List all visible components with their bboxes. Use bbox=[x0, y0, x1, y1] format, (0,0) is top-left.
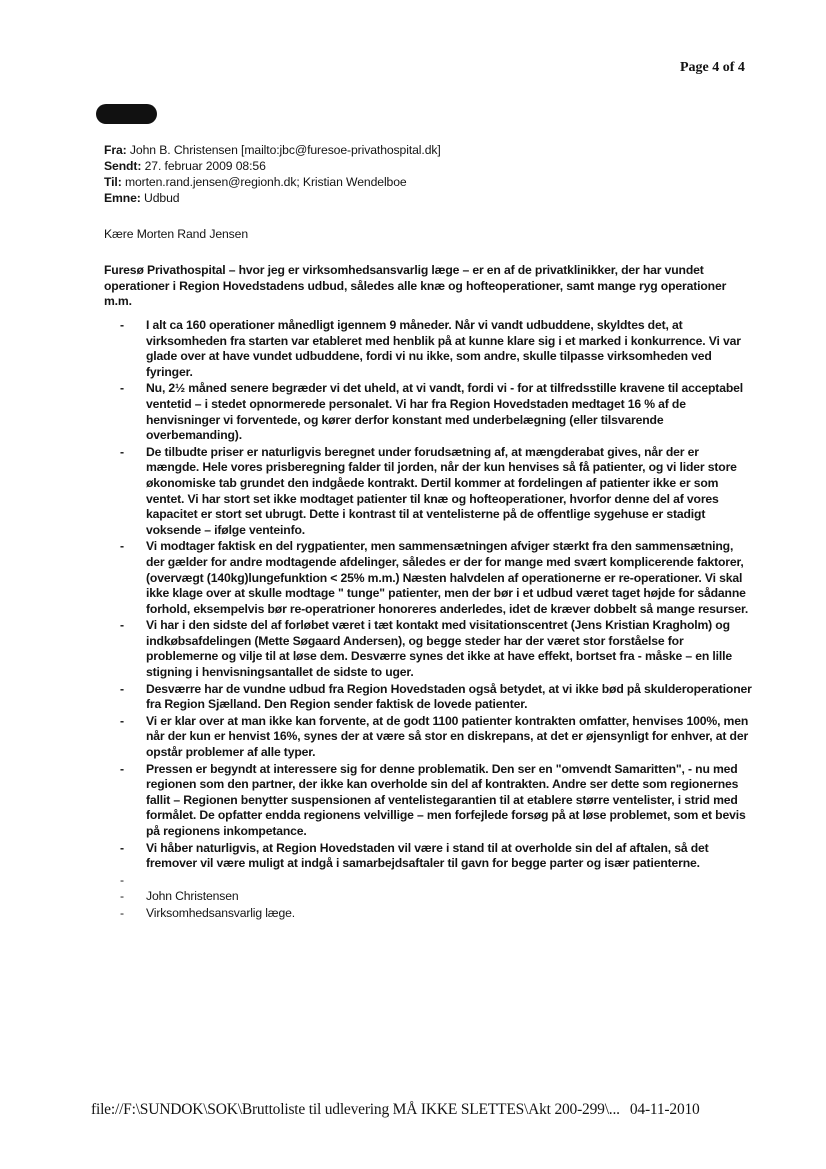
bullet-text: Vi håber naturligvis, at Region Hovedstaden vil være i stand til at overholde sin del af aftalen, så det fremover vil være muligt at indgå i samarbejdsaftaler til gavn for begge parter og især patienterne. bbox=[146, 840, 709, 871]
file-path: file://F:\SUNDOK\SOK\Bruttoliste til udlevering MÅ IKKE SLETTES\Akt 200-299\... bbox=[91, 1101, 620, 1118]
to-row bbox=[104, 174, 744, 190]
subject-label: Emne: bbox=[104, 191, 141, 205]
dash-icon: - bbox=[120, 889, 124, 904]
salutation: Kære Morten Rand Jensen bbox=[104, 227, 249, 241]
bullet-item bbox=[112, 318, 752, 380]
bullet-item bbox=[112, 445, 752, 539]
bullet-list bbox=[112, 318, 752, 923]
bullet-text: I alt ca 160 operationer månedligt igennem 9 måneder. Når vi vandt udbuddene, skyldtes det, at virksomheden fra starten var etableret med henblik på at kunne klare sig i et marked i konkurrence. Vi var glade over at have vundet udbuddene, fordi vi nu ikke, som andre, skulle tilpasse virksomheden ved fyringer. bbox=[146, 318, 741, 379]
redaction-mark bbox=[96, 104, 157, 124]
dash-icon: - bbox=[120, 872, 124, 887]
subject-value: Udbud bbox=[144, 191, 180, 205]
intro-paragraph: Furesø Privathospital – hvor jeg er virksomhedsansvarlig læge – er en af de privatklinikker, der har vundet operationer i Region Hovedstadens udbud, således alle knæ og hofteoperationer, samt mange ryg operationer m.m. bbox=[104, 263, 727, 308]
to-label: Til: bbox=[104, 175, 122, 189]
bullet-text: Vi har i den sidste del af forløbet været i tæt kontakt med visitationscentret (Jens Kristian Kragholm) og indkøbsafdelingen (Mette Søgaard Andersen), og begge steder har der været stor forståelse for problemerne og vilje til at løse dem. Desværre synes det ikke at have effekt, bortset fra - måske – en lille stigning i henvisningsantallet de sidste to uger. bbox=[146, 618, 732, 680]
bullet-text: Vi modtager faktisk en del rygpatienter, men sammensætningen afviger stærkt fra den sammensætning, der gælder for andre modtagende afdelinger, således er der for mange med svært komplicerende faktorer, (overvægt (140kg)lungefunktion < 25% m.m.) Næsten halvdelen af operationerne er re-operationer. Vi skal ikke klage over at skulle modtage " tunge" patienter, men der bør i et udbud været taget højde for sådanne forhold, eksempelvis bør re-operatrioner honoreres anderledes, idet de kræver dobbelt så mange resurser. bbox=[146, 539, 749, 616]
dash-icon: - bbox=[120, 713, 124, 728]
bullet-item bbox=[112, 762, 752, 840]
print-footer bbox=[91, 1101, 700, 1119]
bullet-text: Desværre har de vundne udbud fra Region Hovedstaden også betydet, at vi ikke bød på skulderoperationer fra Region Sjælland. Den Region sender faktisk de lovede patienter. bbox=[146, 681, 752, 712]
bullet-text: Pressen er begyndt at interessere sig for denne problematik. Den ser en "omvendt Samaritten", - nu med regionen som den partner, der ikke kan overholde sin del af kontrakten. Andre ser dette som regionernes fallit – Regionen benytter suspensionen af ventelistegarantien til at etablere større ventelister, i strid med formålet. De opfatter endda regionens velvillige – men forfejlede forsøg på at løse problemet, som et bevis på regionens inkompetance. bbox=[146, 761, 746, 838]
bullet-text: Nu, 2½ måned senere begræder vi det uheld, at vi vandt, fordi vi - for at tilfredsstille kravene til acceptabel ventetid – i stedet opnormerede personalet. Vi har fra Region Hovedstaden medtaget 16 % af de henvisninger vi forventede, og kører derfor konstant med underbelægning (eller tilsvarende overbemanding). bbox=[146, 381, 743, 443]
signature-name-item bbox=[112, 889, 752, 905]
bullet-item bbox=[112, 841, 752, 872]
signature-title: Virksomhedsansvarlig læge. bbox=[146, 905, 295, 920]
dash-icon: - bbox=[120, 381, 124, 396]
bullet-item bbox=[112, 381, 752, 443]
print-date: 04-11-2010 bbox=[629, 1101, 700, 1118]
dash-icon: - bbox=[120, 618, 124, 633]
dash-icon: - bbox=[120, 905, 124, 920]
bullet-text: De tilbudte priser er naturligvis beregnet under forudsætning af, at mængderabat gives, når der er mængde. Hele vores prisberegning falder til jorden, når der kun henvises så få patienter, og vi lider store økonomiske tab grundet den indgåede kontrakt. Dertil kommer at fordelingen af patienter ikke er som ventet. Vi har stort set ikke modtaget patienter til knæ og hofteoperationer, hvorfor denne del af vores kapacitet er stort set ubrugt. Dette i kontrast til at ventelisterne på de offentlige sygehuse er stadigt voksende – ifølge venteinfo. bbox=[146, 444, 737, 537]
dash-icon: - bbox=[120, 444, 124, 459]
bullet-item bbox=[112, 618, 752, 680]
dash-icon: - bbox=[120, 318, 124, 332]
email-header bbox=[104, 142, 744, 206]
dash-icon: - bbox=[120, 539, 124, 554]
dash-icon: - bbox=[120, 840, 124, 855]
sent-value: 27. februar 2009 08:56 bbox=[144, 159, 266, 173]
from-row bbox=[104, 142, 744, 158]
dash-icon: - bbox=[120, 761, 124, 776]
sent-row bbox=[104, 158, 744, 174]
to-value: morten.rand.jensen@regionh.dk; Kristian Wendelboe bbox=[124, 175, 407, 189]
from-label: Fra: bbox=[104, 143, 127, 157]
bullet-text: Vi er klar over at man ikke kan forvente, at de godt 1100 patienter kontrakten omfatter, henvises 100%, men når der kun er henvist 16%, synes der at være så stor en diskrepans, at det er øjensynligt for enhver, at der opstår problemer af alle typer. bbox=[146, 713, 749, 760]
signature-name: John Christensen bbox=[146, 889, 239, 904]
bullet-item bbox=[112, 714, 752, 761]
from-value: John B. Christensen [mailto:jbc@furesoe-privathospital.dk] bbox=[129, 143, 441, 157]
dash-icon: - bbox=[120, 681, 124, 696]
signature-title-item bbox=[112, 906, 752, 922]
sent-label: Sendt: bbox=[104, 159, 142, 173]
bullet-item bbox=[112, 682, 752, 713]
page-number: Page 4 of 4 bbox=[680, 60, 745, 75]
bullet-item bbox=[112, 539, 752, 617]
empty-bullet bbox=[112, 873, 752, 889]
subject-row bbox=[104, 190, 744, 206]
